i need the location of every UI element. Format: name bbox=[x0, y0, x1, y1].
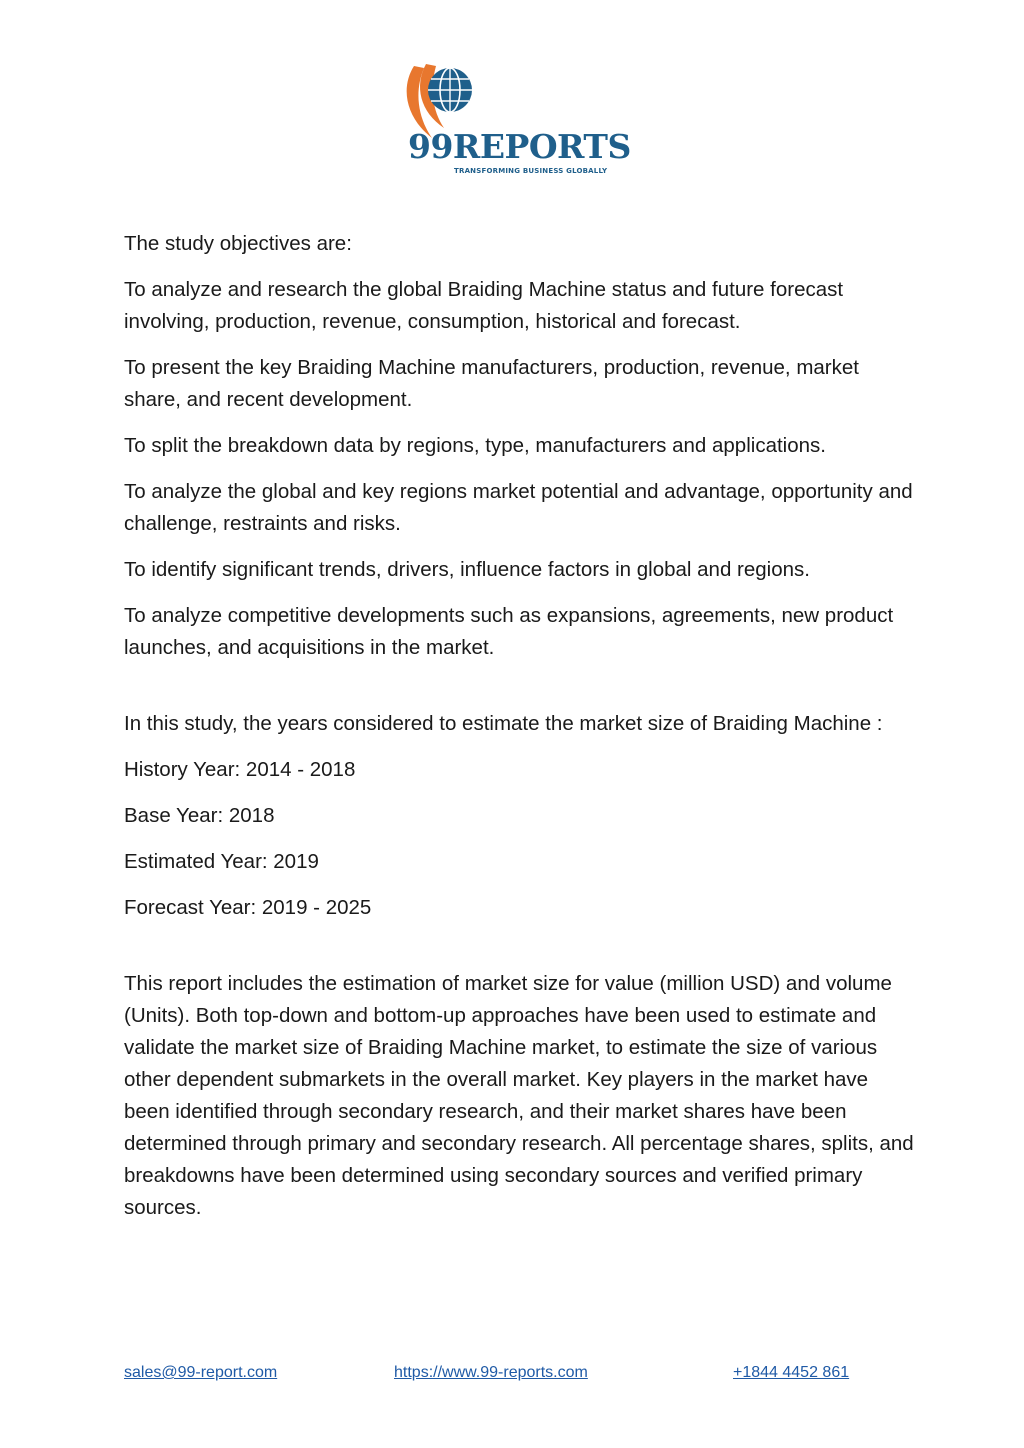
forecast-year: Forecast Year: 2019 - 2025 bbox=[124, 896, 372, 919]
history-year: History Year: 2014 - 2018 bbox=[124, 758, 356, 781]
document-body bbox=[124, 228, 914, 1238]
report-paragraph: This report includes the estimation of market size for value (million USD) and volume (Units). Both top-down and bottom-up approaches have been used to estimate and validate the market size of Braiding Machine market, to estimate the size of various other dependent submarkets in the overall market. Key players in the market have been identified through secondary research, and their market shares have been determined through primary and secondary research. All percentage shares, splits, and breakdowns have been determined using secondary sources and verified primary sources. bbox=[124, 972, 914, 1219]
objective-item: To analyze the global and key regions market potential and advantage, opportunity and challenge, restraints and risks. bbox=[124, 480, 913, 535]
website-link[interactable]: https://www.99-reports.com bbox=[394, 1364, 588, 1381]
spacer bbox=[124, 938, 914, 968]
logo-brand-text: 99REPORTS bbox=[408, 127, 631, 166]
logo-tagline: TRANSFORMING BUSINESS GLOBALLY bbox=[454, 167, 608, 175]
spacer bbox=[124, 678, 914, 708]
phone-link[interactable]: +1844 4452 861 bbox=[733, 1364, 850, 1381]
objective-item: To identify significant trends, drivers, influence factors in global and regions. bbox=[124, 558, 810, 581]
objective-item: To analyze competitive developments such as expansions, agreements, new product launches, and acquisitions in the market. bbox=[124, 604, 894, 659]
years-intro: In this study, the years considered to estimate the market size of Braiding Machine : bbox=[124, 712, 883, 735]
estimated-year: Estimated Year: 2019 bbox=[124, 850, 319, 873]
company-logo bbox=[404, 58, 631, 182]
objective-item: To analyze and research the global Braiding Machine status and future forecast involving, production, revenue, consumption, historical and forecast. bbox=[124, 278, 844, 333]
base-year: Base Year: 2018 bbox=[124, 804, 275, 827]
objective-item: To present the key Braiding Machine manufacturers, production, revenue, market share, and recent development. bbox=[124, 356, 859, 411]
email-link[interactable]: sales@99-report.com bbox=[124, 1364, 278, 1381]
objectives-heading: The study objectives are: bbox=[124, 232, 352, 255]
objective-item: To split the breakdown data by regions, type, manufacturers and applications. bbox=[124, 434, 826, 457]
